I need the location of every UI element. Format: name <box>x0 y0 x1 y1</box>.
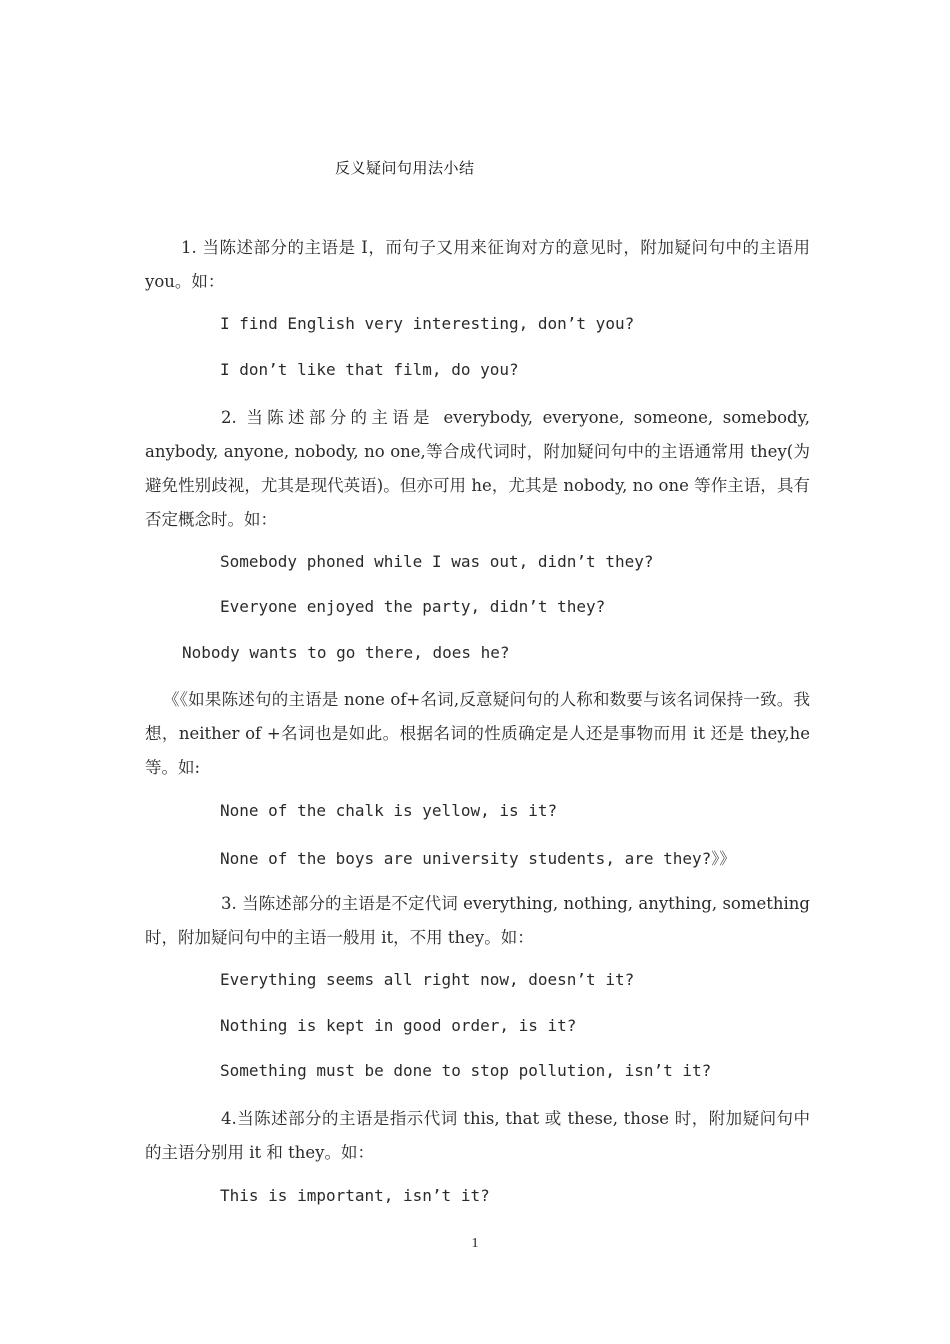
page-number: 1 <box>471 1236 479 1251</box>
example-sentence: Everyone enjoyed the party, didn’t they? <box>220 597 606 616</box>
example-sentence: Something must be done to stop pollution, isn’t it? <box>220 1061 712 1080</box>
example-sentence: I don’t like that film, do you? <box>220 360 519 379</box>
example-sentence: Everything seems all right now, doesn’t it? <box>220 970 635 989</box>
example-sentence: Somebody phoned while I was out, didn’t they? <box>220 552 654 571</box>
rule-2-paragraph: 2. 当陈述部分的主语是 everybody, everyone, someone, somebody, anybody, anyone, nobody, no one,等合成代词时，附加疑问句中的主语通常用 they(为避免性别歧视，尤其是现代英语)。但亦可用 he，尤其是 nobody, no one 等作主语，具有否定概念时。如： <box>145 408 810 529</box>
example-sentence: This is important, isn’t it? <box>220 1186 490 1205</box>
example-sentence: Nothing is kept in good order, is it? <box>220 1016 577 1035</box>
example-sentence: None of the boys are university students, are they?》》 <box>220 849 736 868</box>
example-sentence: Nobody wants to go there, does he? <box>182 643 510 662</box>
example-sentence: None of the chalk is yellow, is it? <box>220 801 558 820</box>
rule-1-paragraph: 1. 当陈述部分的主语是 I，而句子又用来征询对方的意见时，附加疑问句中的主语用 you。如： <box>145 238 810 291</box>
example-sentence: I find English very interesting, don’t you? <box>220 314 635 333</box>
rule-4-paragraph: 4.当陈述部分的主语是指示代词 this, that 或 these, those 时，附加疑问句中的主语分别用 it 和 they。如： <box>145 1109 810 1162</box>
document-title: 反义疑问句用法小结 <box>335 159 475 177</box>
note-none-of-paragraph: 《《如果陈述句的主语是 none of+名词,反意疑问句的人称和数要与该名词保持一致。我想，neither of +名词也是如此。根据名词的性质确定是人还是事物而用 it 还是 they,he 等。如: <box>145 690 810 777</box>
rule-3-paragraph: 3. 当陈述部分的主语是不定代词 everything, nothing, anything, something 时，附加疑问句中的主语一般用 it，不用 they。如： <box>145 894 810 947</box>
